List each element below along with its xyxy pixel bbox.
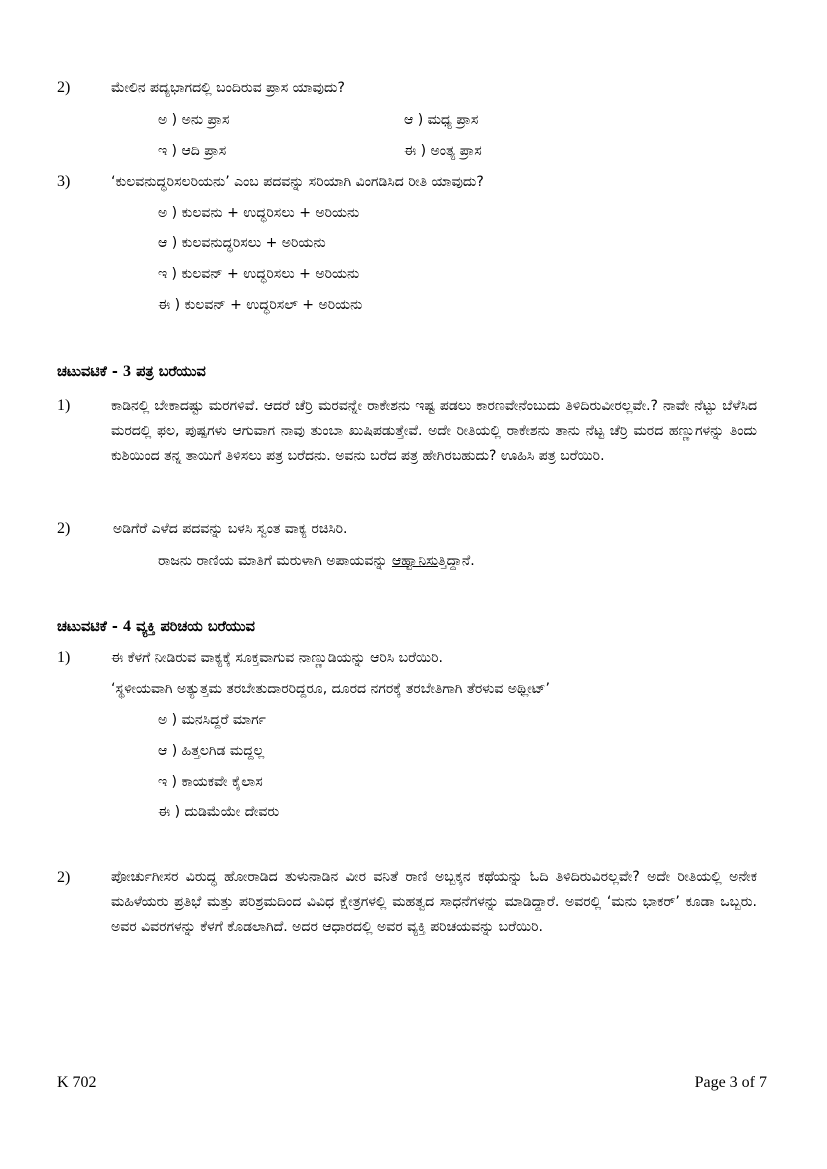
option-aa: ಆ ) ಕುಲವನುದ್ಧರಿಸಲು + ಅರಿಯನು	[158, 235, 326, 251]
paper-code: K 702	[57, 1074, 97, 1091]
heading-label: ಚಟುವಟಿಕೆ -	[57, 619, 118, 635]
question-text: ಮೇಲಿನ ಪದ್ಯಭಾಗದಲ್ಲಿ ಬಂದಿರುವ ಪ್ರಾಸ ಯಾವುದು?	[111, 80, 345, 96]
heading-label: ಚಟುವಟಿಕೆ -	[57, 364, 118, 380]
item-number: 2)	[57, 869, 71, 886]
option-ii: ಈ ) ಕುಲವನ್ + ಉದ್ಧರಿಸಲ್ + ಅರಿಯನು	[158, 297, 363, 313]
heading-title: ಪತ್ರ ಬರೆಯುವ	[136, 364, 206, 380]
question-number: 2)	[57, 79, 71, 96]
option-a: ಅ ) ಅನು ಪ್ರಾಸ	[158, 112, 230, 128]
option-i: ಇ ) ಕಾಯಕವೇ ಕೈಲಾಸ	[158, 774, 263, 790]
letter-prompt-paragraph: ಕಾಡಿನಲ್ಲಿ ಬೇಕಾದಷ್ಟು ಮರಗಳಿವೆ. ಆದರೆ ಚೆರ್ರಿ ಮರವನ್ನೇ ರಾಕೇಶನು ಇಷ್ಟ ಪಡಲು ಕಾರಣವೇನೆಂಬುದು ತಿಳಿದಿರುವೀರಲ್ಲವೇ.? ನಾವೇ ನೆಟ್ಟು ಬೆಳೆಸಿದ ಮರದಲ್ಲಿ ಫಲ, ಪುಷ್ಪಗಳು ಆಗುವಾಗ ನಾವು ತುಂಬಾ ಖುಷಿಪಡುತ್ತೇವೆ. ಅದೇ ರೀತಿಯಲ್ಲಿ ರಾಕೇಶನು ತಾನು ನೆಟ್ಟ ಚೆರ್ರಿ ಮರದ ಹಣ್ಣುಗಳನ್ನು ತಿಂದು ಕುಶಿಯಿಂದ ತನ್ನ ತಾಯಿಗೆ ತಿಳಿಸಲು ಪತ್ರ ಬರೆದನು. ಅವನು ಬರೆದ ಪತ್ರ ಹೇಗಿರಬಹುದು? ಊಹಿಸಿ ಪತ್ರ ಬರೆಯಿರಿ.	[111, 398, 757, 464]
option-aa: ಆ ) ಹಿತ್ತಲಗಿಡ ಮದ್ದಲ್ಲ	[158, 743, 265, 759]
item-number: 1)	[57, 397, 71, 414]
sentence-part: ರಾಜನು ರಾಣಿಯ ಮಾತಿಗೆ ಮರುಳಾಗಿ ಅಪಾಯವನ್ನು	[158, 553, 392, 569]
heading-title: ವ್ಯಕ್ತಿ ಪರಿಚಯ ಬರೆಯುವ	[136, 619, 255, 635]
option-i: ಇ ) ಆದಿ ಪ್ರಾಸ	[158, 143, 227, 159]
option-ii: ಈ ) ದುಡಿಮೆಯೇ ದೇವರು	[158, 804, 280, 820]
sentence-part: ತ್ತಿದ್ದಾನೆ.	[438, 553, 475, 569]
biography-prompt-paragraph: ಪೋರ್ಚುಗೀಸರ ವಿರುದ್ಧ ಹೋರಾಡಿದ ತುಳುನಾಡಿನ ವೀರ ವನಿತೆ ರಾಣಿ ಅಬ್ಬಕ್ಕನ ಕಥೆಯನ್ನು ಓದಿ ತಿಳಿದಿರುವಿರಲ್ಲವೇ? ಅದೇ ರೀತಿಯಲ್ಲಿ ಅನೇಕ ಮಹಿಳೆಯರು ಪ್ರತಿಭೆ ಮತ್ತು ಪರಿಶ್ರಮದಿಂದ ವಿವಿಧ ಕ್ಷೇತ್ರಗಳಲ್ಲಿ ಮಹತ್ವದ ಸಾಧನೆಗಳನ್ನು ಮಾಡಿದ್ದಾರೆ. ಅವರಲ್ಲಿ ‘ಮನು ಭಾಕರ್’ ಕೂಡಾ ಒಬ್ಬರು. ಅವರ ವಿವರಗಳನ್ನು ಕೆಳಗೆ ಕೊಡಲಾಗಿದೆ. ಅದರ ಆಧಾರದಲ್ಲಿ ಅವರ ವ್ಯಕ್ತಿ ಪರಿಚಯವನ್ನು ಬರೆಯಿರಿ.	[111, 869, 757, 935]
option-ii: ಈ ) ಅಂತ್ಯ ಪ್ರಾಸ	[404, 143, 482, 159]
option-i: ಇ ) ಕುಲವನ್ + ಉದ್ಧರಿಸಲು + ಅರಿಯನು	[158, 266, 360, 282]
example-sentence	[158, 551, 475, 571]
item-number: 1)	[57, 649, 71, 666]
item-number: 2)	[57, 520, 71, 537]
option-a: ಅ ) ಕುಲವನು + ಉದ್ಧರಿಸಲು + ಅರಿಯನು	[158, 205, 360, 221]
underlined-word: ಆಹ್ವಾನಿಸು	[391, 553, 438, 569]
question-text: ‘ಕುಲವನುದ್ಧರಿಸಲರಿಯನು’ ಎಂಬ ಪದವನ್ನು ಸರಿಯಾಗಿ ವಿಂಗಡಿಸಿದ ರೀತಿ ಯಾವುದು?	[111, 174, 484, 190]
question-number: 3)	[57, 173, 71, 190]
activity-4-heading	[57, 617, 255, 637]
activity-3-heading	[57, 362, 206, 382]
item-text: ಅಡಿಗೆರೆ ಎಳೆದ ಪದವನ್ನು ಬಳಸಿ ಸ್ವಂತ ವಾಕ್ಯ ರಚಿಸಿರಿ.	[113, 521, 348, 537]
quote-text: ‘ಸ್ಥಳೀಯವಾಗಿ ಅತ್ಯುತ್ತಮ ತರಬೇತುದಾರರಿದ್ದರೂ, ದೂರದ ನಗರಕ್ಕೆ ತರಬೇತಿಗಾಗಿ ತೆರಳುವ ಅಥ್ಲೀಟ್’	[111, 681, 550, 697]
page-number: Page 3 of 7	[694, 1074, 767, 1091]
heading-number: 3	[123, 363, 131, 380]
option-aa: ಆ ) ಮಧ್ಯ ಪ್ರಾಸ	[404, 112, 479, 128]
option-a: ಅ ) ಮನಸಿದ್ದರೆ ಮಾರ್ಗ	[158, 712, 266, 728]
heading-number: 4	[123, 618, 131, 635]
item-text: ಈ ಕೆಳಗೆ ನೀಡಿರುವ ವಾಕ್ಯಕ್ಕೆ ಸೂಕ್ತವಾಗುವ ನಾಣ್ಣುಡಿಯನ್ನು ಆರಿಸಿ ಬರೆಯಿರಿ.	[111, 650, 443, 666]
